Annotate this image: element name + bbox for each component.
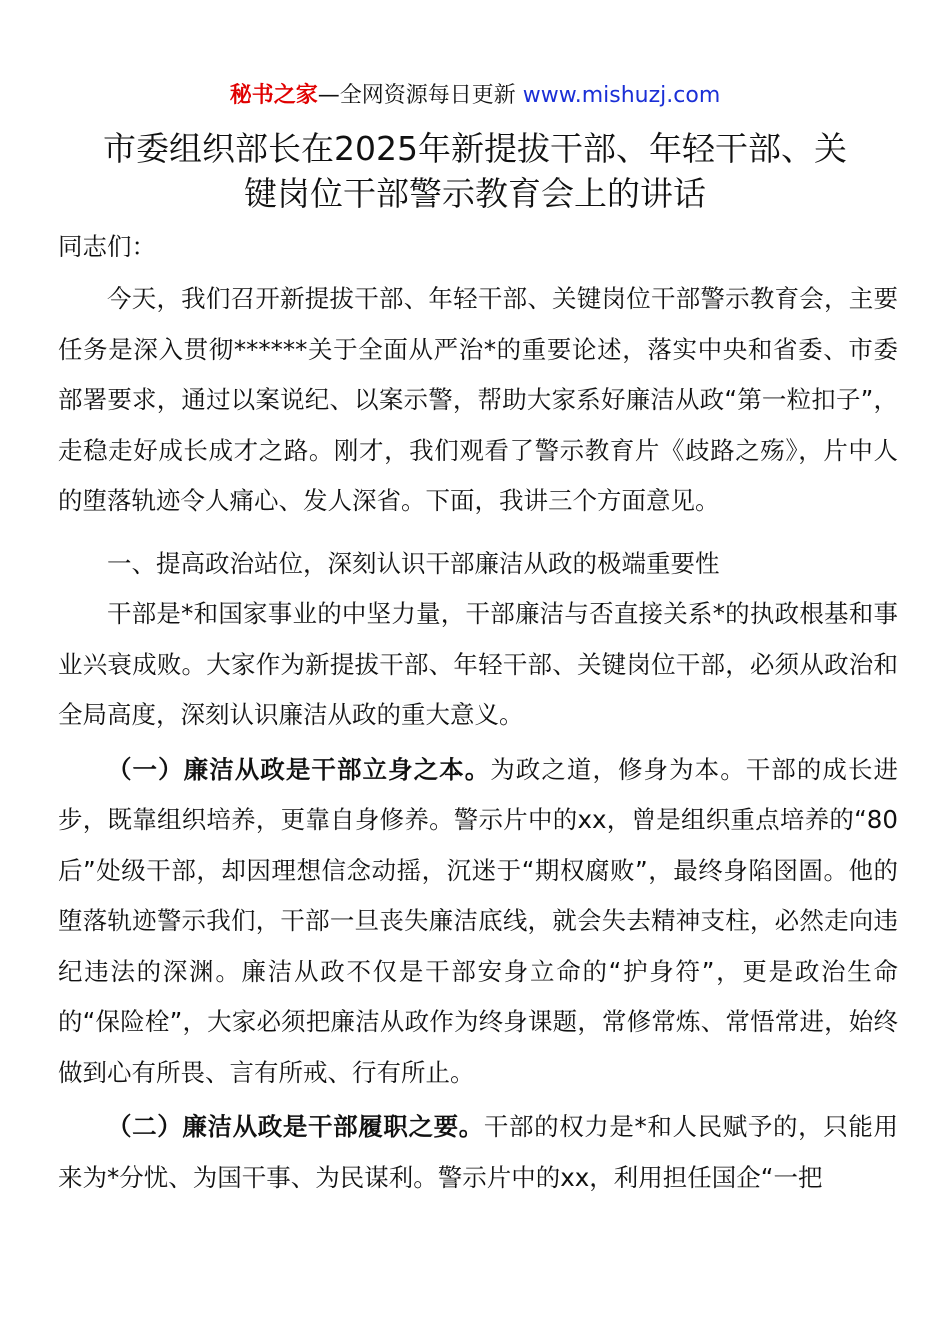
section-1-paragraph: 干部是*和国家事业的中坚力量，干部廉洁与否直接关系*的执政根基和事业兴衰成败。大家作为新提拔干部、年轻干部、关键岗位干部，必须从政治和全局高度，深刻认识廉洁从政的重大意义。 [58,599,898,729]
point-2-paragraph [58,1102,898,1203]
intro-paragraph: 今天，我们召开新提拔干部、年轻干部、关键岗位干部警示教育会，主要任务是深入贯彻******关于全面从严治*的重要论述，落实中央和省委、市委部署要求，通过以案说纪、以案示警，帮助大家系好廉洁从政“第一粒扣子”，走稳走好成长成才之路。刚才，我们观看了警示教育片《歧路之殇》，片中人的堕落轨迹令人痛心、发人深省。下面，我讲三个方面意见。 [58,284,898,515]
point-2-text: 干部的权力是*和人民赋予的，只能用来为*分忧、为国干事、为民谋利。警示片中的xx，利用担任国企“一把 [58,1112,899,1192]
section-heading-1: 一、提高政治站位，深刻认识干部廉洁从政的极端重要性 [107,548,720,578]
watermark-header [0,80,950,112]
document-body [58,222,898,1203]
document-title [50,126,900,216]
site-link[interactable]: www.mishuzj.com [522,83,721,108]
point-1-paragraph [58,745,898,1099]
brand-name: 秘书之家 [229,83,318,108]
point-2-lead: （二）廉洁从政是干部履职之要。 [107,1112,484,1141]
greeting: 同志们： [58,232,156,261]
header-tagline: —全网资源每日更新 [317,83,523,108]
title-line-2: 键岗位干部警示教育会上的讲话 [244,174,706,213]
point-1-lead: （一）廉洁从政是干部立身之本。 [107,754,491,784]
title-line-1: 市委组织部长在2025年新提拔干部、年轻干部、关 [103,129,847,168]
point-1-text: 为政之道，修身为本。干部的成长进步，既靠组织培养，更靠自身修养。警示片中的xx，曾是组织重点培养的“80后”处级干部，却因理想信念动摇，沉迷于“期权腐败”，最终身陷囹圄。他的堕落轨迹警示我们，干部一旦丧失廉洁底线，就会失去精神支柱，必然走向违纪违法的深渊。廉洁从政不仅是干部安身立命的“护身符”，更是政治生命的“保险栓”，大家必须把廉洁从政作为终身课题，常修常炼、常悟常进，始终做到心有所畏、言有所戒、行有所止。 [58,754,898,1087]
